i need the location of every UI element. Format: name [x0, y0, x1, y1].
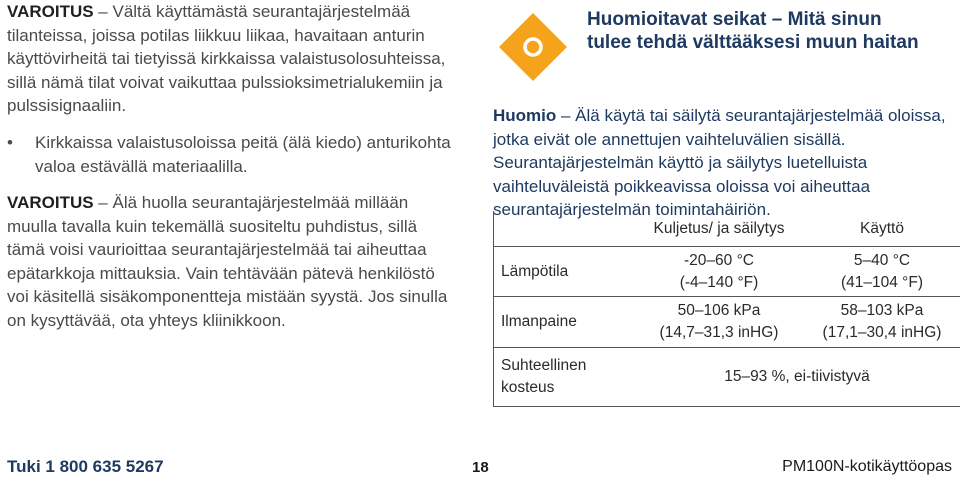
- notice-title: Huomioitavat seikat – Mitä sinun tulee tehdä välttääksesi muun haitan: [587, 9, 919, 53]
- notice-label: Huomio: [493, 106, 557, 125]
- table-row: [494, 297, 960, 348]
- cell-pressure-use: 58–103 kPa (17,1–30,4 inHG): [804, 297, 960, 348]
- table-row: [494, 348, 960, 407]
- warning-paragraph-2: [7, 191, 457, 332]
- page-number: 18: [472, 459, 489, 476]
- row-label-humidity: Suhteellinen kosteus: [494, 348, 635, 407]
- footer-support-phone: Tuki 1 800 635 5267: [7, 457, 164, 476]
- warning-text: – Älä huolla seurantajärjestelmää millään muulla tavalla kuin tekemällä suositeltu puhdistus, sillä tämä voisi vaurioittaa seurantajärjestelmää tai aiheuttaa epätarkkoja mittauksia. Vain tehtävään pätevä henkilöstö voi käsitellä sisäkomponentteja mistään syystä. Jos sinulla on kysyttävää, ota yhteys kliinikkoon.: [7, 193, 448, 330]
- warning-label: VAROITUS: [7, 2, 94, 21]
- warning-paragraph-1: [7, 0, 457, 118]
- warning-label: VAROITUS: [7, 193, 94, 212]
- bullet-text: Kirkkaissa valaistusoloissa peitä (älä kiedo) anturikohta valoa estävällä materiaalilla.: [35, 133, 451, 176]
- cell-pressure-transport: 50–106 kPa (14,7–31,3 inHG): [634, 297, 804, 348]
- warning-text: – Vältä käyttämästä seurantajärjestelmää tilanteissa, joissa potilas liikkuu liikaa, havaitaan anturin käyttövirheitä tai tietyissä kirkkaissa valaistusolosuhteissa, sillä nämä tilat voivat vaikuttaa pulssioksimetrialukemiin ja pulssisignaaliin.: [7, 2, 446, 115]
- cell-temperature-transport: -20–60 °C (-4–140 °F): [634, 247, 804, 297]
- cell-humidity-combined: 15–93 %, ei-tiivistyvä: [634, 348, 960, 407]
- row-label-pressure: Ilmanpaine: [494, 297, 635, 348]
- bullet-icon: •: [7, 133, 13, 152]
- environment-table: [493, 211, 960, 407]
- notice-body: [493, 104, 958, 222]
- cell-temperature-use: 5–40 °C (41–104 °F): [804, 247, 960, 297]
- table-header-transport: Kuljetus/ ja säilytys: [634, 211, 804, 247]
- notice-text: – Älä käytä tai säilytä seurantajärjestelmää oloissa, jotka eivät ole annettujen vaihteluvälien sisällä. Seurantajärjestelmän käyttö ja säilytys luetelluista vaihteluväleistä poikkeavissa oloissa voi aiheuttaa seurantajärjestelmän toimintahäiriön.: [493, 106, 946, 219]
- bullet-item: [7, 131, 457, 178]
- notice-diamond-icon: [497, 11, 569, 83]
- table-header-use: Käyttö: [804, 211, 960, 247]
- row-label-temperature: Lämpötila: [494, 247, 635, 297]
- footer-guide-title: PM100N-kotikäyttöopas: [782, 458, 952, 475]
- table-header-empty: [494, 211, 635, 247]
- table-row: [494, 247, 960, 297]
